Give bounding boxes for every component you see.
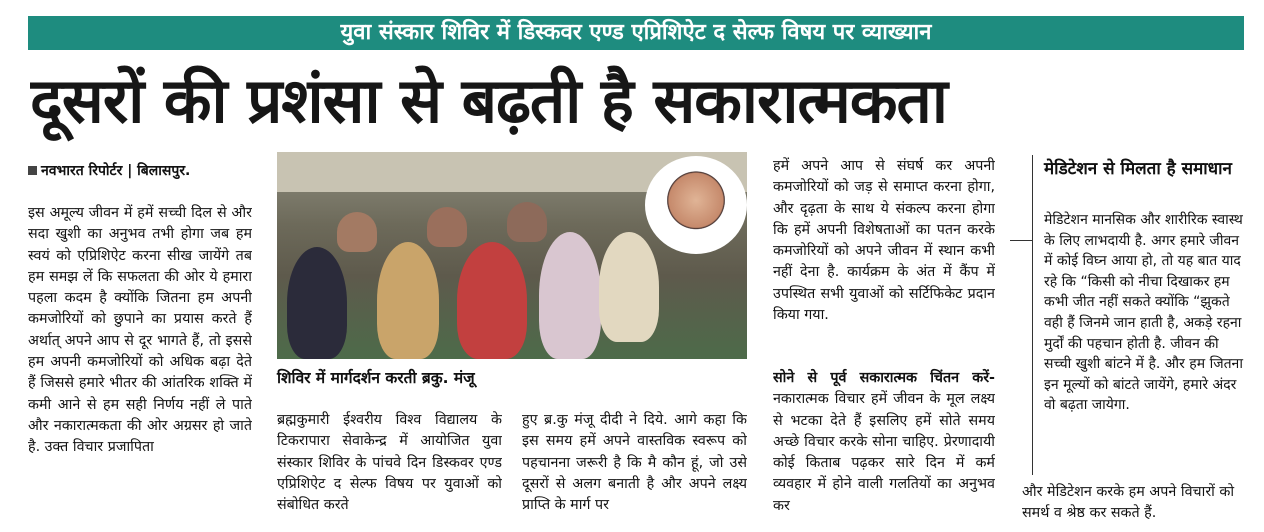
column-3-text: हुए ब्र.कु मंजू दीदी ने दिये. आगे कहा कि इस समय हमें अपने वास्तविक स्वरूप को पहचानना जरूरी है कि मै कौन हूं, जो उसे दूसरों से अलग बनाती है और अपने लक्ष्य प्राप्ति के मार्ग पर	[522, 412, 747, 514]
column-2-text: ब्रह्मकुमारी ईश्वरीय विश्व विद्यालय के टिकरापारा सेवाकेन्द्र में आयोजित युवा संस्कार शिविर के पांचवे दिन डिस्कवर एण्ड एप्रिशिऐट द सेल्फ विषय पर युवाओं को संबोधित करते	[277, 412, 502, 514]
article-headline: दूसरों की प्रशंसा से बढ़ती है सकारात्मकता	[30, 64, 947, 137]
event-photo	[277, 152, 747, 359]
column-4-text-bottom	[773, 368, 995, 526]
column-1-text: इस अमूल्य जीवन में हमें सच्ची दिल से और सदा खुशी का अनुभव तभी होगा जब हम स्वयं को एप्रिशिऐट करना सीख जायेंगे तब हम समझ लें कि सफलता की ओर ये हमारा पहला कदम है क्योंकि जितना हम अपनी कमजोरियों को छुपाने का प्रयास करते हैं अर्थात् अपने आप से दूर भागते हैं, तो इससे हम अपनी कमजोरियों को अधिक बढ़ा देते हैं जिससे हमारे भीतर की आंतरिक शक्ति में कमी आने से हम सही निर्णय नहीं ले पाते और नकारात्मकता की ओर अग्रसर हो जाते है. उक्त विचार प्रजापिता	[28, 205, 252, 456]
byline	[28, 161, 268, 180]
square-bullet-icon	[28, 166, 37, 175]
sidebar-heading: मेडिटेशन से मिलता है समाधान	[1044, 159, 1232, 179]
sidebar-text: मेडिटेशन मानसिक और शारीरिक स्वास्थ के लिए लाभदायी है. अगर हमारे जीवन में कोई विघ्न आया हो, तो यह बात याद रहे कि “किसी को नीचा दिखाकर हम कभी जीत नहीं सकते क्योंकि “झुकते वही हैं जिनमे जान हाती है, अकड़े रहना मुर्दों की पहचान होती है. जीवन की सच्ची खुशी बांटने में है. और हम जितना इन मूल्यों को बांटते जायेंगे, हमारे अंदर वो बढ़ता जायेगा.	[1044, 212, 1243, 414]
column-4-subheading: सोने से पूर्व सकारात्मक चिंतन करें-	[773, 370, 995, 386]
sidebar-connector	[1010, 240, 1032, 241]
column-4-subtext: नकारात्मक विचार हमें जीवन के मूल लक्ष्य से भटका देते हैं इसलिए हमें सोते समय अच्छे विचार करके सोना चाहिए. प्रेरणादायी कोई किताब पढ़कर सारे दिन में कर्म व्यवहार में होने वाली गलतियों का अनुभव कर	[773, 391, 995, 514]
column-4-text-top: हमें अपने आप से संघर्ष कर अपनी कमजोरियों को जड़ से समाप्त करना होगा, और दृढ़ता के साथ ये संकल्प करना होगा कि हमें अपनी विशेषताओं का पतन करके कमजोरियों को अपने जीवन में स्थान कभी नहीं देना है. कार्यक्रम के अंत में कैंप में उपस्थित सभी युवाओं को सर्टिफिकेट प्रदान किया गया.	[773, 158, 995, 324]
article-banner: युवा संस्कार शिविर में डिस्कवर एण्ड एप्रिशिऐट द सेल्फ विषय पर व्याख्यान	[28, 16, 1244, 50]
photo-caption: शिविर में मार्गदर्शन करती ब्रकु. मंजू	[277, 369, 475, 387]
bottom-right-text: और मेडिटेशन करके हम अपने विचारों को समर्थ व श्रेष्ठ कर सकते हैं.	[1022, 484, 1235, 522]
byline-text: नवभारत रिपोर्टर | बिलासपुर.	[41, 163, 191, 179]
speaker-inset-photo	[645, 156, 747, 254]
sidebar-divider	[1032, 155, 1033, 475]
